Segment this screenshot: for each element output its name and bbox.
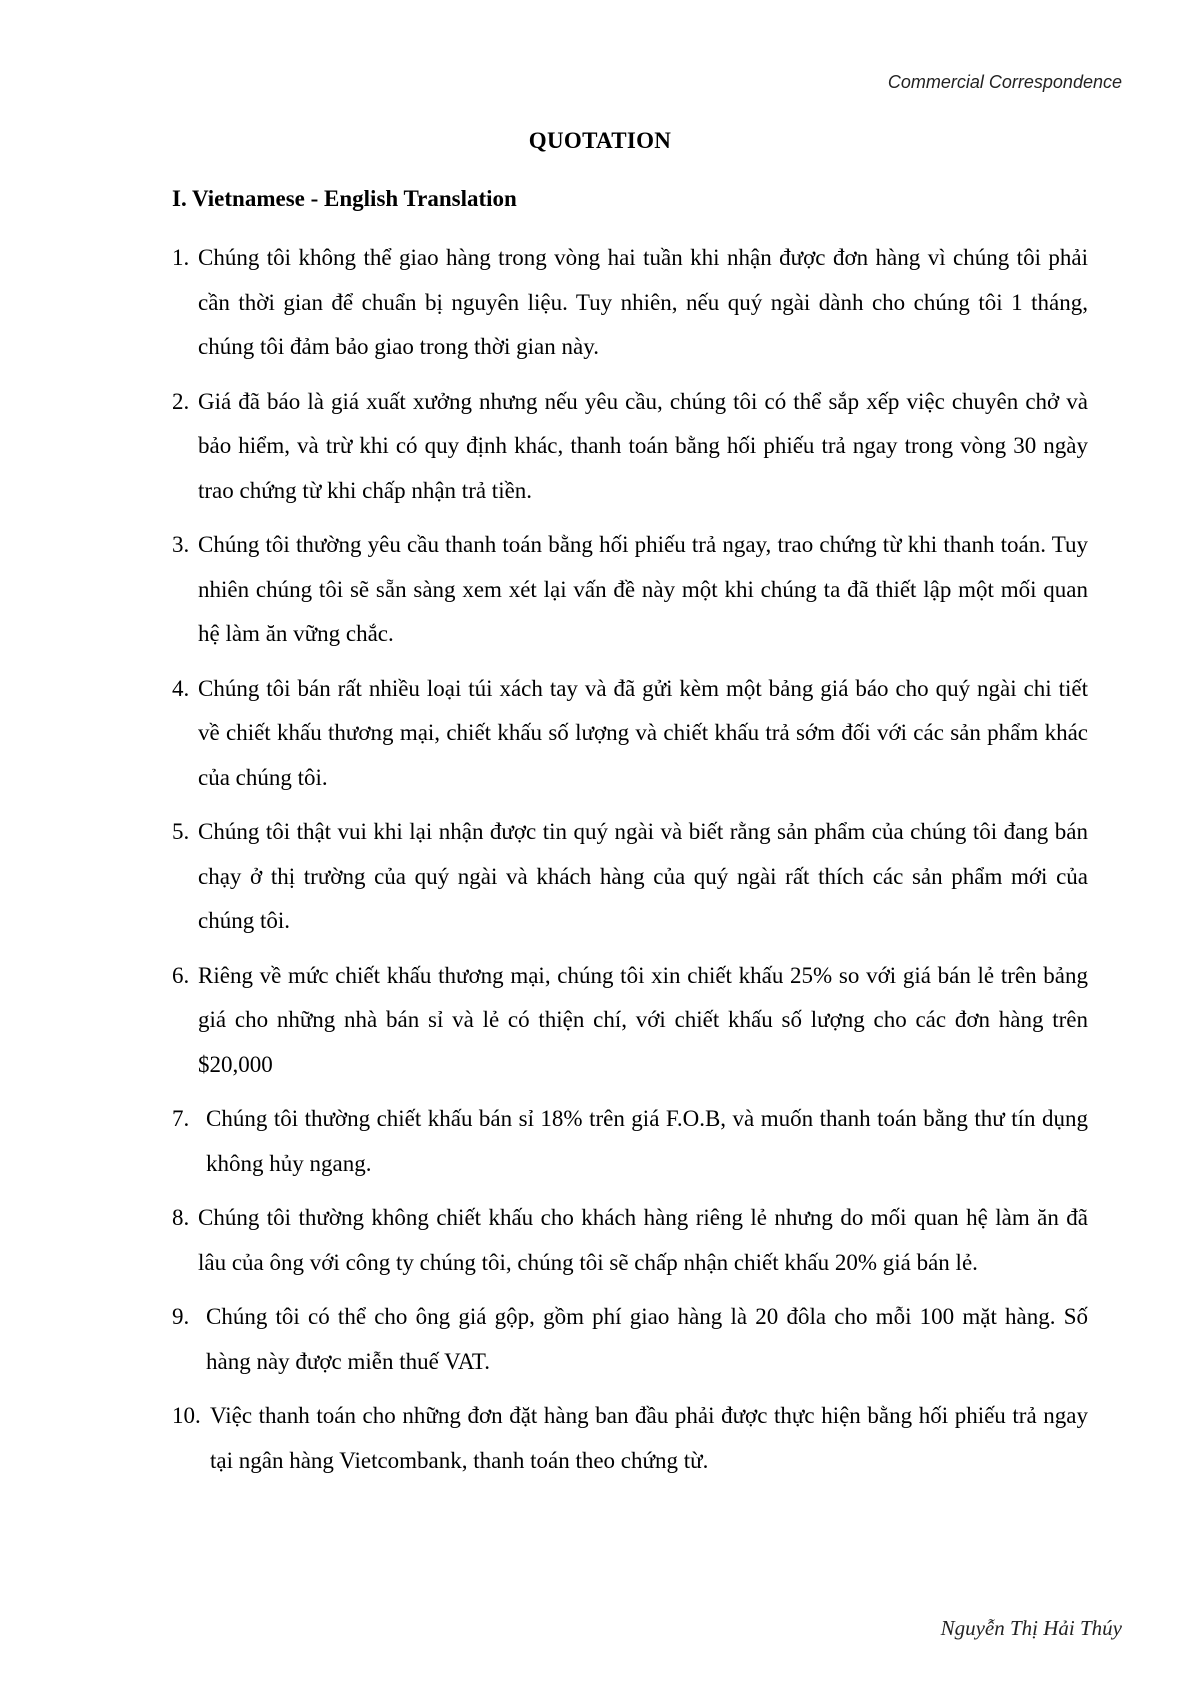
item-number: 3. bbox=[172, 532, 190, 557]
list-item bbox=[172, 667, 1088, 801]
item-text: Chúng tôi thường yêu cầu thanh toán bằng hối phiếu trả ngay, trao chứng từ khi thanh toán. Tuy nhiên chúng tôi sẽ sẵn sàng xem xét lại vấn đề này một khi chúng ta đã thiết lập một mối quan hệ làm ăn vững chắc. bbox=[198, 532, 1088, 646]
item-number: 9. bbox=[172, 1304, 190, 1329]
list-item bbox=[172, 1097, 1088, 1186]
list-item bbox=[172, 810, 1088, 944]
list-item bbox=[172, 380, 1088, 514]
item-text: Giá đã báo là giá xuất xưởng nhưng nếu yêu cầu, chúng tôi có thể sắp xếp việc chuyên chở và bảo hiểm, và trừ khi có quy định khác, thanh toán bằng hối phiếu trả ngay trong vòng 30 ngày trao chứng từ khi chấp nhận trả tiền. bbox=[198, 388, 1088, 503]
item-number: 1. bbox=[172, 245, 190, 270]
list-item bbox=[172, 1295, 1088, 1384]
item-number: 6. bbox=[172, 962, 190, 988]
author-footer: Nguyễn Thị Hải Thúy bbox=[940, 1616, 1122, 1640]
running-header: Commercial Correspondence bbox=[887, 72, 1122, 92]
item-text: Chúng tôi thật vui khi lại nhận được tin quý ngài và biết rằng sản phẩm của chúng tôi đang bán chạy ở thị trường của quý ngài và khách hàng của quý ngài rất thích các sản phẩm mới của chúng tôi. bbox=[198, 819, 1088, 933]
item-text: Chúng tôi có thể cho ông giá gộp, gồm phí giao hàng là 20 đôla cho mỗi 100 mặt hàng. Số hàng này được miễn thuế VAT. bbox=[206, 1304, 1088, 1374]
item-number: 7. bbox=[172, 1106, 190, 1131]
translation-list bbox=[172, 236, 1088, 1493]
list-item bbox=[172, 1394, 1088, 1483]
item-number: 2. bbox=[172, 388, 190, 414]
item-number: 5. bbox=[172, 819, 190, 844]
list-item bbox=[172, 523, 1088, 657]
item-text: Chúng tôi không thể giao hàng trong vòng hai tuần khi nhận được đơn hàng vì chúng tôi phải cần thời gian để chuẩn bị nguyên liệu. Tuy nhiên, nếu quý ngài dành cho chúng tôi 1 tháng, chúng tôi đảm bảo giao trong thời gian này. bbox=[198, 245, 1088, 359]
item-text: Chúng tôi thường không chiết khấu cho khách hàng riêng lẻ nhưng do mối quan hệ làm ăn đã lâu của ông với công ty chúng tôi, chúng tôi sẽ chấp nhận chiết khấu 20% giá bán lẻ. bbox=[198, 1205, 1088, 1275]
list-item bbox=[172, 236, 1088, 370]
list-item bbox=[172, 1196, 1088, 1285]
item-number: 10. bbox=[172, 1403, 201, 1428]
item-text: Chúng tôi thường chiết khấu bán sỉ 18% trên giá F.O.B, và muốn thanh toán bằng thư tín dụng không hủy ngang. bbox=[206, 1106, 1088, 1176]
item-text: Việc thanh toán cho những đơn đặt hàng ban đầu phải được thực hiện bằng hối phiếu trả ngay tại ngân hàng Vietcombank, thanh toán theo chứng từ. bbox=[210, 1403, 1088, 1473]
document-title: QUOTATION bbox=[528, 128, 672, 153]
item-text: Chúng tôi bán rất nhiều loại túi xách tay và đã gửi kèm một bảng giá báo cho quý ngài chi tiết về chiết khấu thương mại, chiết khấu số lượng và chiết khấu trả sớm đối với các sản phẩm khác của chúng tôi. bbox=[198, 675, 1088, 790]
item-text: Riêng về mức chiết khấu thương mại, chúng tôi xin chiết khấu 25% so với giá bán lẻ trên bảng giá cho những nhà bán sỉ và lẻ có thiện chí, với chiết khấu số lượng cho các đơn hàng trên $20,000 bbox=[198, 962, 1088, 1077]
item-number: 8. bbox=[172, 1205, 190, 1230]
section-heading: I. Vietnamese - English Translation bbox=[172, 186, 517, 211]
list-item bbox=[172, 954, 1088, 1088]
item-number: 4. bbox=[172, 675, 190, 701]
